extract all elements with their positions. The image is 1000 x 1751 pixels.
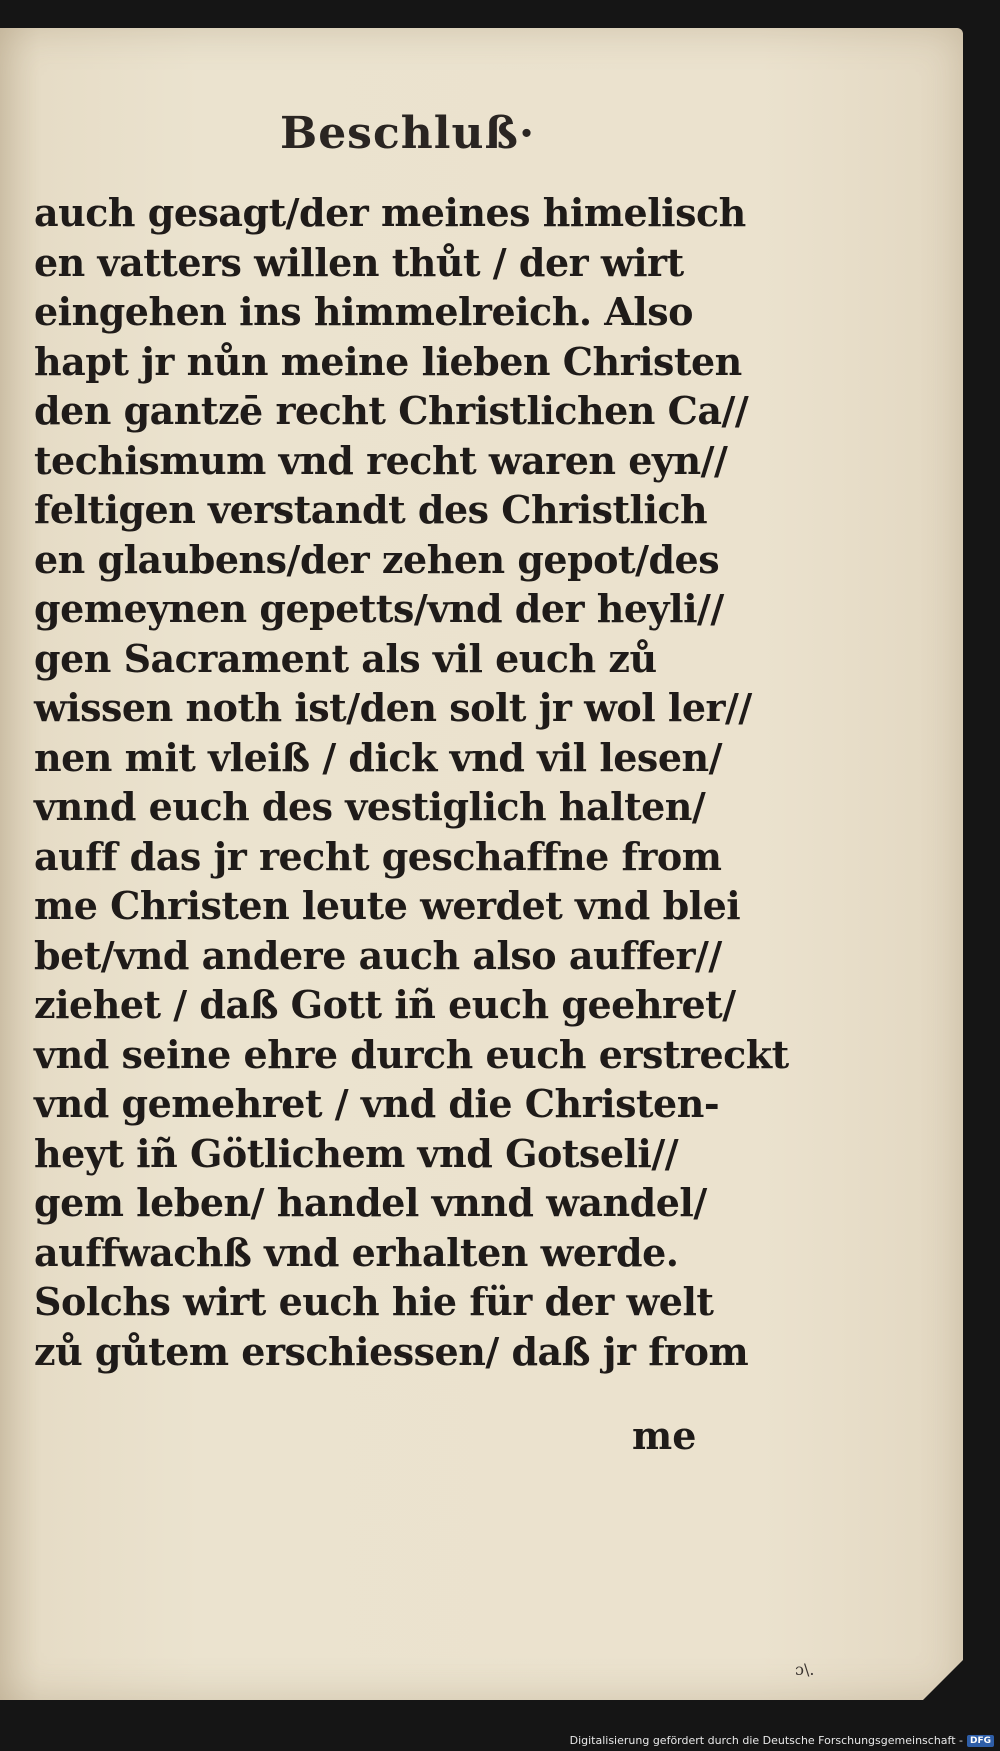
text-line: nen mit vleiß / dick vnd vil lesen/ — [34, 734, 723, 780]
text-line: wissen noth ist/den solt jr wol ler// — [34, 685, 752, 730]
text-line: zů gůtem erschiessen/ daß jr from — [34, 1328, 749, 1374]
text-line: vnnd euch des vestiglich halten/ — [34, 784, 706, 829]
text-line: gemeynen gepetts/vnd der heyli// — [34, 586, 724, 631]
signature-mark: ɔ\. — [795, 1660, 815, 1679]
text-line: auch gesagt/der meines himelisch — [34, 190, 746, 235]
text-block — [34, 188, 789, 1376]
text-line: ziehet / daß Gott iñ euch geehret/ — [34, 982, 736, 1027]
book-page — [0, 28, 963, 1700]
text-line: vnd gemehret / vnd die Christen- — [34, 1081, 720, 1126]
text-line: gen Sacrament als vil euch zů — [34, 635, 657, 681]
text-line: me Christen leute werdet vnd blei — [34, 883, 741, 928]
text-line: Solchs wirt euch hie für der welt — [34, 1279, 714, 1324]
text-line: den gantzē recht Christlichen Ca// — [34, 388, 749, 433]
text-line: bet/vnd andere auch also auffer// — [34, 932, 722, 978]
digitization-credit-text: Digitalisierung gefördert durch die Deutsche Forschungsgemeinschaft - — [569, 1734, 963, 1747]
dfg-logo: DFG — [967, 1735, 994, 1747]
text-line: en glaubens/der zehen gepot/des — [34, 536, 720, 582]
digitization-credit — [570, 1734, 994, 1747]
text-line: auff das jr recht geschaffne from — [34, 833, 722, 879]
text-line: heyt iñ Götlichem vnd Gotseli// — [34, 1130, 679, 1176]
running-head: Beschluß· — [280, 108, 536, 159]
text-line: techismum vnd recht waren eyn// — [34, 437, 728, 483]
text-line: gem leben/ handel vnnd wandel/ — [34, 1180, 707, 1225]
catchword: me — [632, 1413, 697, 1458]
text-line: en vatters willen thůt / der wirt — [34, 239, 684, 285]
text-line: eingehen ins himmelreich. Also — [34, 289, 693, 334]
text-line: feltigen verstandt des Christlich — [34, 487, 708, 532]
text-line: auffwachß vnd erhalten werde. — [34, 1229, 679, 1275]
text-line: hapt jr nůn meine lieben Christen — [34, 338, 742, 384]
torn-corner — [923, 1660, 963, 1700]
text-line: vnd seine ehre durch euch erstreckt — [34, 1031, 789, 1077]
